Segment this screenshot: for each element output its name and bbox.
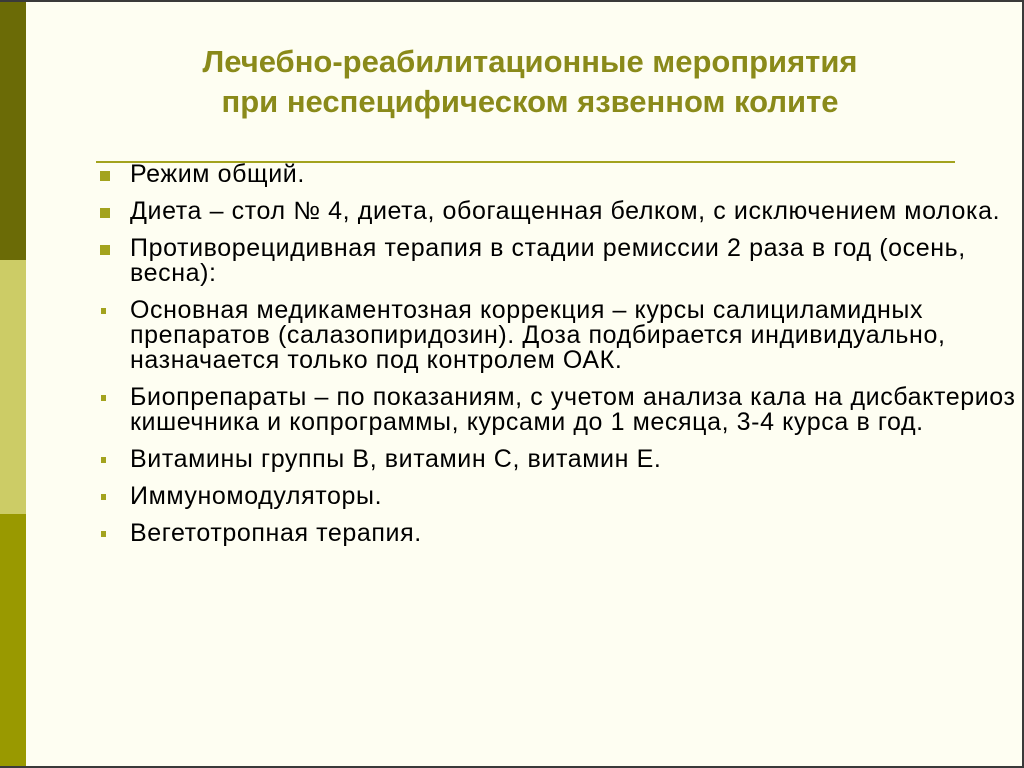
small-square-bullet-icon xyxy=(101,494,106,500)
list-item xyxy=(98,484,1018,509)
list-item-text: Витамины группы В, витамин С, витамин Е. xyxy=(130,445,662,473)
list-item xyxy=(98,236,1018,286)
list-item-text: Режим общий. xyxy=(130,160,305,188)
bullet-list xyxy=(98,162,1018,558)
small-square-bullet-icon xyxy=(101,457,106,463)
list-item xyxy=(98,162,1018,187)
square-bullet-icon xyxy=(100,208,110,218)
list-item-text: Диета – стол № 4, диета, обогащенная белком, с исключением молока. xyxy=(130,197,1001,225)
list-item-text: Вегетотропная терапия. xyxy=(130,519,422,547)
sidebar-stripe-top xyxy=(0,2,26,260)
square-bullet-icon xyxy=(100,171,110,181)
list-item-text: Основная медикаментозная коррекция – курсы салициламидных препаратов (салазопиридозин). Доза подбирается индивидуально, назначается только под контролем ОАК. xyxy=(130,296,946,374)
slide-title xyxy=(60,42,1000,122)
small-square-bullet-icon xyxy=(101,308,106,314)
small-square-bullet-icon xyxy=(101,531,106,537)
small-square-bullet-icon xyxy=(101,395,106,401)
list-item xyxy=(98,521,1018,546)
list-item-text: Иммуномодуляторы. xyxy=(130,482,383,510)
list-item-text: Противорецидивная терапия в стадии ремиссии 2 раза в год (осень, весна): xyxy=(130,234,966,287)
square-bullet-icon xyxy=(100,245,110,255)
list-item xyxy=(98,385,1018,435)
slide-title-line-2: при неспецифическом язвенном колите xyxy=(221,84,839,119)
sidebar-stripe-middle xyxy=(0,260,26,514)
list-item xyxy=(98,199,1018,224)
sidebar-stripe-bottom xyxy=(0,514,26,768)
slide-title-line-1: Лечебно-реабилитационные мероприятия xyxy=(202,44,858,79)
list-item xyxy=(98,298,1018,373)
list-item-text: Биопрепараты – по показаниям, с учетом анализа кала на дисбактериоз кишечника и копрограммы, курсами до 1 месяца, 3-4 курса в год. xyxy=(130,383,1016,436)
list-item xyxy=(98,447,1018,472)
